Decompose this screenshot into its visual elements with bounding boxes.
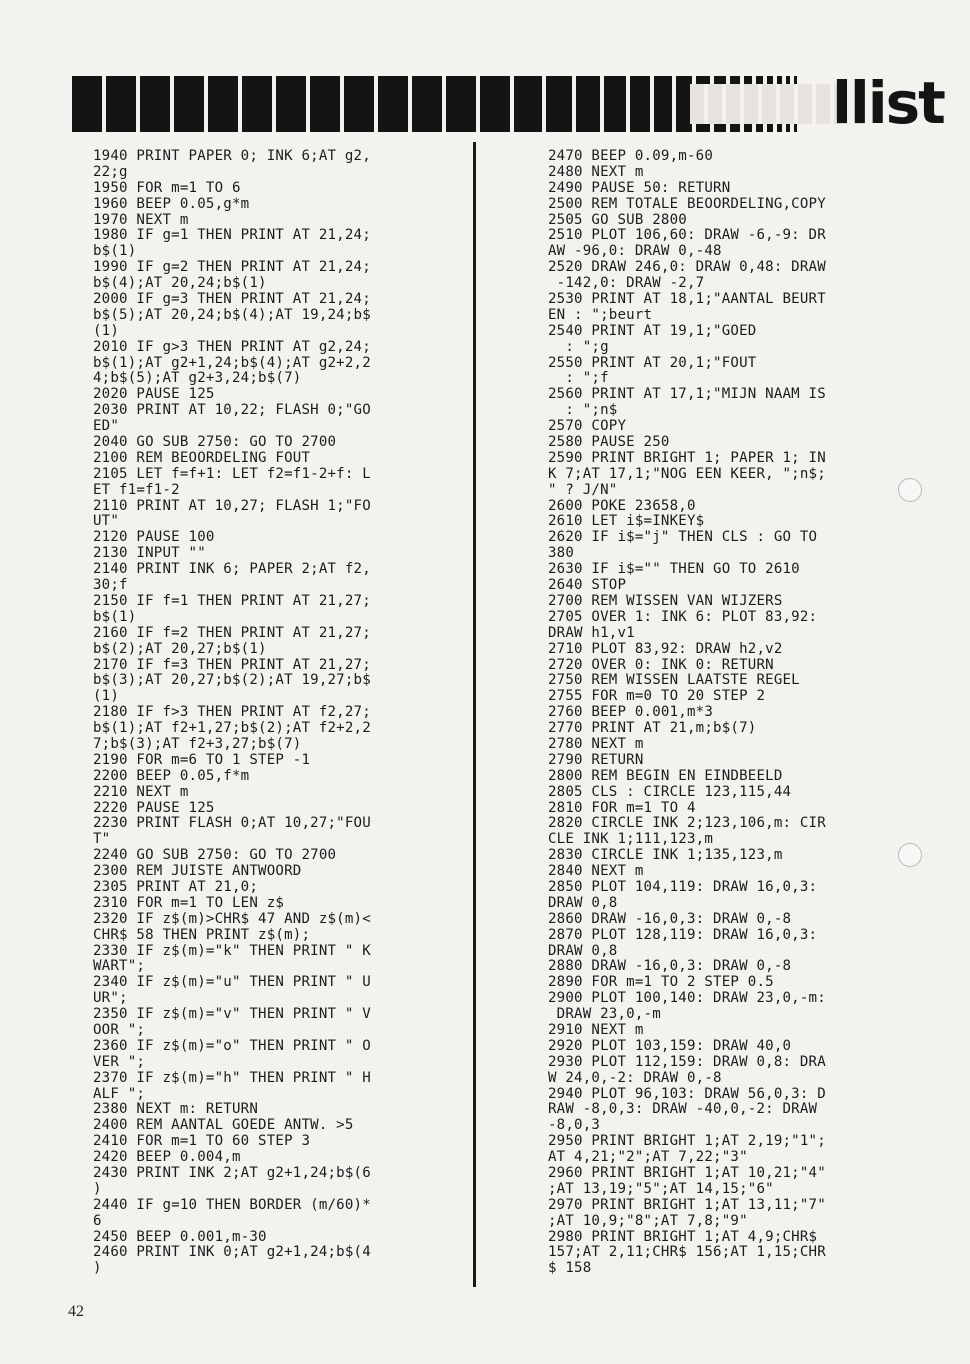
code-line: 2160 IF f=2 THEN PRINT AT 21,27; xyxy=(93,624,371,641)
banner-bleed-through xyxy=(690,84,840,124)
code-line: 2900 PLOT 100,140: DRAW 23,0,-m: xyxy=(548,990,826,1007)
code-line: 2790 RETURN xyxy=(548,751,644,768)
code-line: b$(1) xyxy=(93,243,137,260)
code-line: 2220 PAUSE 125 xyxy=(93,799,215,816)
page-number: 42 xyxy=(68,1303,84,1320)
code-line: ) xyxy=(93,1180,102,1197)
code-line: 2330 IF z$(m)="k" THEN PRINT " K xyxy=(93,942,371,959)
code-line: 4;b$(5);AT g2+3,24;b$(7) xyxy=(93,370,302,387)
code-line: ET f1=f1-2 xyxy=(93,481,180,498)
code-line: 2830 CIRCLE INK 1;135,123,m xyxy=(548,847,783,864)
code-line: T" xyxy=(93,831,111,848)
code-line: 157;AT 2,11;CHR$ 156;AT 1,15;CHR xyxy=(548,1244,826,1261)
code-line: 2490 PAUSE 50: RETURN xyxy=(548,179,731,196)
code-line: UR"; xyxy=(93,990,128,1007)
code-line: b$(4);AT 20,24;b$(1) xyxy=(93,275,267,292)
banner-block xyxy=(514,76,542,132)
code-line: 2570 COPY xyxy=(548,418,627,435)
banner-block xyxy=(654,76,672,132)
code-line: 2890 FOR m=1 TO 2 STEP 0.5 xyxy=(548,974,774,991)
code-line: AT 4,21;"2";AT 7,22;"3" xyxy=(548,1149,748,1166)
code-line: 2340 IF z$(m)="u" THEN PRINT " U xyxy=(93,974,371,991)
code-line: DRAW 23,0,-m xyxy=(548,1006,661,1023)
banner-block xyxy=(446,76,476,132)
code-line: 2850 PLOT 104,119: DRAW 16,0,3: xyxy=(548,878,818,895)
code-line: 2580 PAUSE 250 xyxy=(548,434,670,451)
code-line: 1940 PRINT PAPER 0; INK 6;AT g2, xyxy=(93,148,371,164)
code-line: 1990 IF g=2 THEN PRINT AT 21,24; xyxy=(93,259,371,276)
code-line: 2360 IF z$(m)="o" THEN PRINT " O xyxy=(93,1037,371,1054)
code-line: : ";g xyxy=(548,338,609,355)
code-line: 2460 PRINT INK 0;AT g2+1,24;b$(4 xyxy=(93,1244,371,1261)
code-line: 1960 BEEP 0.05,g*m xyxy=(93,195,250,212)
code-line: (1) xyxy=(93,688,120,705)
code-line: 2510 PLOT 106,60: DRAW -6,-9: DR xyxy=(548,227,826,244)
banner-block xyxy=(630,76,650,132)
code-line: " ? J/N" xyxy=(548,481,618,498)
code-line: 2440 IF g=10 THEN BORDER (m/60)* xyxy=(93,1196,371,1213)
code-line: 2350 IF z$(m)="v" THEN PRINT " V xyxy=(93,1006,371,1023)
code-line: CLE INK 1;111,123,m xyxy=(548,831,714,848)
code-line: 2560 PRINT AT 17,1;"MIJN NAAM IS xyxy=(548,386,826,403)
code-line: 2960 PRINT BRIGHT 1;AT 10,21;"4" xyxy=(548,1165,826,1181)
code-line: OOR "; xyxy=(93,1021,146,1038)
code-line: 2640 STOP xyxy=(548,577,627,594)
binder-hole-bottom xyxy=(898,843,922,867)
code-line: 30;f xyxy=(93,577,128,594)
code-line: 2705 OVER 1: INK 6: PLOT 83,92: xyxy=(548,608,818,625)
code-line: 2380 NEXT m: RETURN xyxy=(93,1101,259,1118)
code-line: UT" xyxy=(93,513,120,530)
code-line: 2200 BEEP 0.05,f*m xyxy=(93,767,250,784)
code-line: : ";f xyxy=(548,370,609,387)
code-line: ;AT 13,19;"5";AT 14,15;"6" xyxy=(548,1180,774,1197)
code-line: 2840 NEXT m xyxy=(548,863,644,880)
code-line: ) xyxy=(93,1260,102,1277)
code-line: (1) xyxy=(93,322,120,339)
code-line: 6 xyxy=(93,1212,102,1229)
code-line: 2910 NEXT m xyxy=(548,1021,644,1038)
code-line: b$(1);AT g2+1,24;b$(4);AT g2+2,2 xyxy=(93,354,371,371)
code-line: 2305 PRINT AT 21,0; xyxy=(93,878,259,895)
code-line: 380 xyxy=(548,545,575,562)
banner-block xyxy=(412,76,442,132)
banner-block xyxy=(310,76,340,132)
code-line: 2170 IF f=3 THEN PRINT AT 21,27; xyxy=(93,656,371,673)
code-line: 2010 IF g>3 THEN PRINT AT g2,24; xyxy=(93,338,371,355)
header-banner xyxy=(72,76,692,132)
banner-block xyxy=(106,76,136,132)
column-divider xyxy=(473,142,476,1287)
code-line: RAW -8,0,3: DRAW -40,0,-2: DRAW xyxy=(548,1101,818,1118)
code-line: 2030 PRINT AT 10,22; FLASH 0;"GO xyxy=(93,402,371,419)
code-line: ;AT 10,9;"8";AT 7,8;"9" xyxy=(548,1212,748,1229)
code-line: 2320 IF z$(m)>CHR$ 47 AND z$(m)< xyxy=(93,910,371,927)
banner-block xyxy=(72,76,102,132)
code-line: 2950 PRINT BRIGHT 1;AT 2,19;"1"; xyxy=(548,1133,826,1150)
code-line: 2450 BEEP 0.001,m-30 xyxy=(93,1228,267,1245)
code-line: 2530 PRINT AT 18,1;"AANTAL BEURT xyxy=(548,291,826,308)
code-line: DRAW h1,v1 xyxy=(548,624,635,641)
code-line: -8,0,3 xyxy=(548,1117,601,1134)
code-line: 2020 PAUSE 125 xyxy=(93,386,215,403)
code-line: 2120 PAUSE 100 xyxy=(93,529,215,546)
code-line: W 24,0,-2: DRAW 0,-8 xyxy=(548,1069,722,1086)
banner-block xyxy=(344,76,374,132)
code-line: 2630 IF i$="" THEN GO TO 2610 xyxy=(548,561,800,578)
binder-hole-top xyxy=(898,478,922,502)
code-line: 2130 INPUT "" xyxy=(93,545,206,562)
code-line: 2500 REM TOTALE BEOORDELING,COPY xyxy=(548,195,826,212)
code-line: 2480 NEXT m xyxy=(548,163,644,180)
banner-block xyxy=(480,76,510,132)
banner-block xyxy=(140,76,170,132)
banner-block xyxy=(208,76,238,132)
code-line: 2980 PRINT BRIGHT 1;AT 4,9;CHR$ xyxy=(548,1228,818,1245)
code-line: 2770 PRINT AT 21,m;b$(7) xyxy=(548,720,757,737)
code-line: 2100 REM BEOORDELING FOUT xyxy=(93,449,311,466)
code-line: 2610 LET i$=INKEY$ xyxy=(548,513,705,530)
code-line: EN : ";beurt xyxy=(548,306,653,323)
code-line: 2930 PLOT 112,159: DRAW 0,8: DRA xyxy=(548,1053,826,1070)
code-line: 2240 GO SUB 2750: GO TO 2700 xyxy=(93,847,337,864)
code-line: 2110 PRINT AT 10,27; FLASH 1;"FO xyxy=(93,497,371,514)
code-line: 2150 IF f=1 THEN PRINT AT 21,27; xyxy=(93,592,371,609)
code-line: : ";n$ xyxy=(548,402,618,419)
code-line: VER "; xyxy=(93,1053,146,1070)
code-line: 2300 REM JUISTE ANTWOORD xyxy=(93,863,302,880)
code-line: 7;b$(3);AT f2+3,27;b$(7) xyxy=(93,735,302,752)
code-line: 2820 CIRCLE INK 2;123,106,m: CIR xyxy=(548,815,826,832)
banner-block xyxy=(378,76,408,132)
code-line: b$(1);AT f2+1,27;b$(2);AT f2+2,2 xyxy=(93,720,371,737)
code-line: ED" xyxy=(93,418,120,435)
code-line: 2210 NEXT m xyxy=(93,783,189,800)
code-line: DRAW 0,8 xyxy=(548,942,618,959)
code-line: 2710 PLOT 83,92: DRAW h2,v2 xyxy=(548,640,783,657)
code-line: 2805 CLS : CIRCLE 123,115,44 xyxy=(548,783,792,800)
code-line: b$(3);AT 20,27;b$(2);AT 19,27;b$ xyxy=(93,672,371,689)
code-line: 2920 PLOT 103,159: DRAW 40,0 xyxy=(548,1037,792,1054)
code-line: WART"; xyxy=(93,958,146,975)
code-line: 2190 FOR m=6 TO 1 STEP -1 xyxy=(93,751,311,768)
code-line: 2870 PLOT 128,119: DRAW 16,0,3: xyxy=(548,926,818,943)
code-line: 1980 IF g=1 THEN PRINT AT 21,24; xyxy=(93,227,371,244)
code-line: 2040 GO SUB 2750: GO TO 2700 xyxy=(93,434,337,451)
code-line: 2370 IF z$(m)="h" THEN PRINT " H xyxy=(93,1069,371,1086)
code-line: 2470 BEEP 0.09,m-60 xyxy=(548,148,714,164)
code-line: 2180 IF f>3 THEN PRINT AT f2,27; xyxy=(93,704,371,721)
code-line: 2780 NEXT m xyxy=(548,735,644,752)
code-line: 2520 DRAW 246,0: DRAW 0,48: DRAW xyxy=(548,259,826,276)
code-line: -142,0: DRAW -2,7 xyxy=(548,275,705,292)
code-line: 2760 BEEP 0.001,m*3 xyxy=(548,704,714,721)
code-line: 2620 IF i$="j" THEN CLS : GO TO xyxy=(548,529,818,546)
code-line: 1950 FOR m=1 TO 6 xyxy=(93,179,241,196)
code-column-left xyxy=(93,149,371,1277)
code-line: 2590 PRINT BRIGHT 1; PAPER 1; IN xyxy=(548,449,826,466)
code-line: 1970 NEXT m xyxy=(93,211,189,228)
code-line: 2505 GO SUB 2800 xyxy=(548,211,687,228)
banner-block xyxy=(604,76,626,132)
code-line: 2410 FOR m=1 TO 60 STEP 3 xyxy=(93,1133,311,1150)
code-line: 2600 POKE 23658,0 xyxy=(548,497,696,514)
code-line: 2540 PRINT AT 19,1;"GOED xyxy=(548,322,757,339)
code-line: b$(5);AT 20,24;b$(4);AT 19,24;b$ xyxy=(93,306,371,323)
code-line: b$(1) xyxy=(93,608,137,625)
code-line: DRAW 0,8 xyxy=(548,894,618,911)
code-line: 2420 BEEP 0.004,m xyxy=(93,1149,241,1166)
banner-block xyxy=(576,76,600,132)
banner-block xyxy=(276,76,306,132)
code-line: 2750 REM WISSEN LAATSTE REGEL xyxy=(548,672,800,689)
code-line: AW -96,0: DRAW 0,-48 xyxy=(548,243,722,260)
code-line: 2700 REM WISSEN VAN WIJZERS xyxy=(548,592,783,609)
code-line: $ 158 xyxy=(548,1260,592,1277)
code-line: 2940 PLOT 96,103: DRAW 56,0,3: D xyxy=(548,1085,826,1102)
code-line: 2970 PRINT BRIGHT 1;AT 13,11;"7" xyxy=(548,1196,826,1213)
code-line: 2860 DRAW -16,0,3: DRAW 0,-8 xyxy=(548,910,792,927)
code-line: 2000 IF g=3 THEN PRINT AT 21,24; xyxy=(93,291,371,308)
code-line: K 7;AT 17,1;"NOG EEN KEER, ";n$; xyxy=(548,465,826,482)
code-line: 2800 REM BEGIN EN EINDBEELD xyxy=(548,767,783,784)
code-column-right xyxy=(548,149,826,1277)
code-line: 2810 FOR m=1 TO 4 xyxy=(548,799,696,816)
code-line: 2550 PRINT AT 20,1;"FOUT xyxy=(548,354,757,371)
banner-block xyxy=(242,76,272,132)
code-line: 2720 OVER 0: INK 0: RETURN xyxy=(548,656,774,673)
code-line: 22;g xyxy=(93,163,128,180)
code-line: ALF "; xyxy=(93,1085,146,1102)
code-line: 2755 FOR m=0 TO 20 STEP 2 xyxy=(548,688,766,705)
list-logo: llist xyxy=(832,69,944,137)
code-line: CHR$ 58 THEN PRINT z$(m); xyxy=(93,926,311,943)
code-line: 2105 LET f=f+1: LET f2=f1-2+f: L xyxy=(93,465,371,482)
code-line: 2140 PRINT INK 6; PAPER 2;AT f2, xyxy=(93,561,371,578)
code-line: 2430 PRINT INK 2;AT g2+1,24;b$(6 xyxy=(93,1165,371,1181)
code-line: 2230 PRINT FLASH 0;AT 10,27;"FOU xyxy=(93,815,371,832)
code-line: 2310 FOR m=1 TO LEN z$ xyxy=(93,894,285,911)
code-line: 2400 REM AANTAL GOEDE ANTW. >5 xyxy=(93,1117,354,1134)
code-line: 2880 DRAW -16,0,3: DRAW 0,-8 xyxy=(548,958,792,975)
banner-block xyxy=(174,76,204,132)
code-line: b$(2);AT 20,27;b$(1) xyxy=(93,640,267,657)
banner-block xyxy=(546,76,572,132)
